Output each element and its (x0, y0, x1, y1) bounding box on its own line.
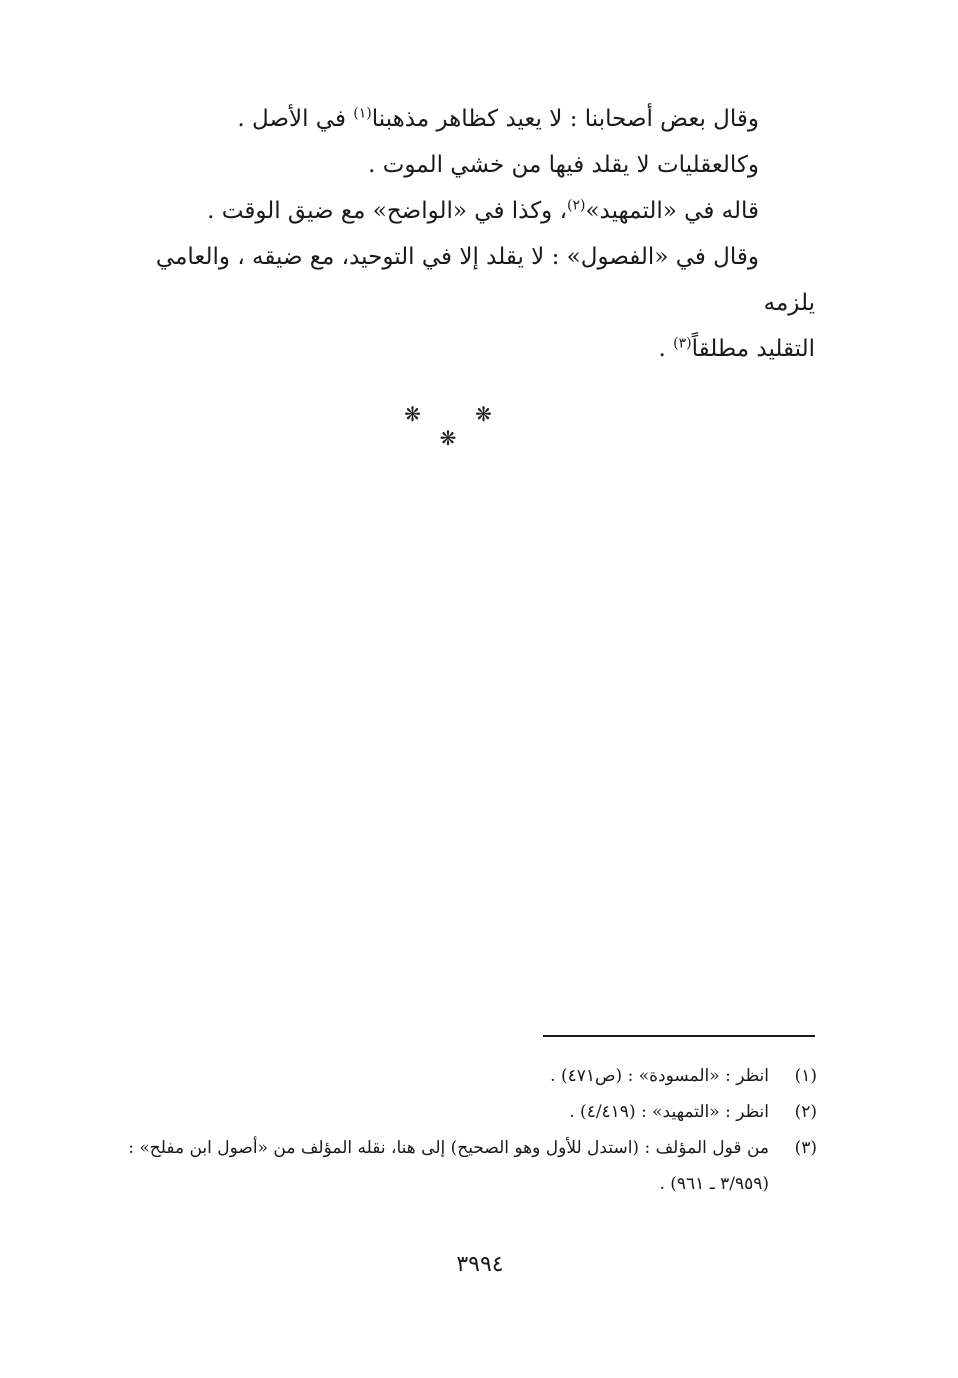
footnote-divider (543, 1035, 815, 1037)
footnote-3 (105, 1130, 817, 1202)
footnote-2 (105, 1094, 817, 1130)
footnote-1 (105, 1058, 817, 1094)
footnote-2-number: (٢) (794, 1102, 817, 1122)
paragraph-1-tail: في الأصل . (237, 106, 354, 132)
page-number: ٣٩٩٤ (456, 1252, 504, 1277)
paragraph-4-continuation (105, 326, 815, 372)
footnote-ref-3[interactable]: (٣) (673, 335, 692, 352)
paragraph-2 (105, 142, 815, 188)
main-text (105, 96, 815, 372)
footnote-3-number: (٣) (794, 1138, 817, 1158)
paragraph-2-text: وكالعقليات لا يقلد فيها من خشي الموت . (368, 152, 759, 178)
paragraph-4 (105, 234, 815, 326)
paragraph-4-line-2: التقليد مطلقاً (691, 336, 815, 362)
paragraph-3-text: قاله في «التمهيد» (585, 198, 759, 224)
paragraph-1 (105, 96, 815, 142)
footnote-ref-1[interactable]: (١) (353, 105, 372, 122)
footnote-1-number: (١) (794, 1066, 817, 1086)
footnote-ref-2[interactable]: (٢) (567, 197, 586, 214)
paragraph-4-line-1: وقال في «الفصول» : لا يقلد إلا في التوحيد، مع ضيقه ، والعامي يلزمه (155, 244, 815, 316)
paragraph-4-tail: . (658, 336, 674, 362)
paragraph-3 (105, 188, 815, 234)
footnote-2-text: انظر : «التمهيد» : (٤/٤١٩) . (569, 1102, 769, 1122)
footnotes (105, 1058, 817, 1202)
footnote-3-text: من قول المؤلف : (استدل للأول وهو الصحيح) إلى هنا، نقله المؤلف من «أصول ابن مفلح» : (٣/٩٥٩ ـ ٩٦١) . (128, 1138, 769, 1194)
paragraph-3-tail: ، وكذا في «الواضح» مع ضيق الوقت . (207, 198, 567, 224)
section-separator: ❋ ❋ ❋ (404, 402, 516, 450)
paragraph-1-text: وقال بعض أصحابنا : لا يعيد كظاهر مذهبنا (371, 106, 759, 132)
footnote-1-text: انظر : «المسودة» : (ص٤٧١) . (550, 1066, 769, 1086)
